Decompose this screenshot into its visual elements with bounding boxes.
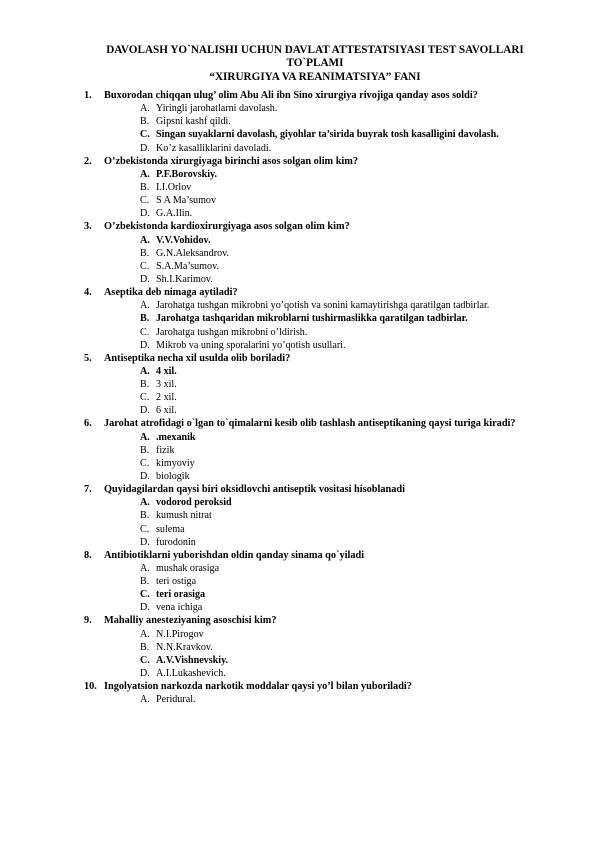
question-item bbox=[84, 549, 554, 615]
option-letter: A. bbox=[140, 300, 150, 312]
answer-option-correct bbox=[84, 654, 554, 667]
answer-option bbox=[84, 470, 554, 483]
question-text: Ingolyatsion narkozda narkotik moddalar qaysi yo’l bilan yuboriladi? bbox=[104, 681, 412, 693]
question-text: O’zbekistonda xirurgiyaga birinchi asos solgan olim kim? bbox=[104, 155, 359, 167]
option-letter: D. bbox=[140, 667, 150, 679]
question-number: 7. bbox=[84, 484, 92, 496]
question-list bbox=[84, 89, 554, 706]
option-text: A.I.Lukashevich. bbox=[156, 667, 226, 679]
answer-option bbox=[84, 575, 554, 588]
option-letter: D. bbox=[140, 208, 150, 220]
option-text: 2 xil. bbox=[156, 392, 177, 404]
answer-option bbox=[84, 641, 554, 654]
option-text: kumush nitrat bbox=[156, 510, 212, 522]
question-row bbox=[84, 417, 554, 430]
option-text: mushak orasiga bbox=[156, 563, 220, 574]
answer-option bbox=[84, 115, 554, 128]
answer-option bbox=[84, 509, 554, 522]
question-number: 10. bbox=[84, 681, 97, 693]
answer-option bbox=[84, 260, 554, 273]
option-letter: A. bbox=[140, 694, 150, 706]
option-letter: C. bbox=[140, 457, 150, 469]
question-item bbox=[84, 89, 554, 155]
option-letter: B. bbox=[140, 444, 150, 456]
question-item bbox=[84, 352, 554, 418]
option-text: V.V.Vohidov. bbox=[156, 234, 211, 246]
option-letter: A. bbox=[140, 365, 150, 377]
option-letter: A. bbox=[140, 628, 150, 640]
question-number: 1. bbox=[84, 90, 92, 101]
option-text: Jarohatga tashqaridan mikroblarni tushirmaslikka qaratilgan tadbirlar. bbox=[156, 313, 468, 325]
option-text: sulema bbox=[156, 523, 185, 535]
answer-option bbox=[84, 378, 554, 391]
option-letter: B. bbox=[140, 247, 150, 259]
question-row bbox=[84, 220, 554, 233]
answer-option-correct bbox=[84, 365, 554, 378]
option-text: S.A.Ma’sumov. bbox=[156, 260, 219, 272]
question-item bbox=[84, 286, 554, 352]
option-text: fizik bbox=[156, 444, 175, 456]
question-row bbox=[84, 352, 554, 365]
option-letter: C. bbox=[140, 589, 150, 601]
option-text: furodonin bbox=[156, 536, 196, 548]
answer-option bbox=[84, 444, 554, 457]
answer-option bbox=[84, 457, 554, 470]
question-row bbox=[84, 680, 554, 693]
option-letter: D. bbox=[140, 602, 150, 614]
answer-option bbox=[84, 562, 554, 575]
option-text: S A Ma’sumov bbox=[156, 195, 217, 207]
option-letter: B. bbox=[140, 313, 150, 325]
option-text: N.I.Pirogov bbox=[156, 628, 204, 640]
answer-option-correct bbox=[84, 496, 554, 509]
option-letter: C. bbox=[140, 523, 150, 535]
option-text: 4 xil. bbox=[156, 365, 177, 377]
option-text: P.F.Borovskiy. bbox=[156, 168, 218, 180]
question-text: Antibiotiklarni yuborishdan oldin qanday sinama qo`yiladi bbox=[104, 549, 365, 561]
answer-option bbox=[84, 391, 554, 404]
option-text: Jarohatga tushgan mikrobni yo’qotish va sonini kamaytirishga qaratilgan tadbirlar. bbox=[156, 300, 490, 312]
option-letter: A. bbox=[140, 103, 150, 115]
header-title-line-2: TO`PLAMI bbox=[286, 57, 344, 70]
header-title-line-1: DAVOLASH YO`NALISHI UCHUN DAVLAT ATTESTATSIYASI TEST SAVOLLARI bbox=[106, 44, 524, 56]
option-letter: C. bbox=[140, 195, 150, 207]
option-text: G.A.Ilin. bbox=[156, 208, 193, 220]
option-text: vena ichiga bbox=[156, 602, 203, 614]
question-item bbox=[84, 483, 554, 549]
question-row bbox=[84, 614, 554, 627]
question-text: Jarohat atrofidagi o`lgan to`qimalarni kesib olib tashlash antiseptikaning qaysi turiga kiradi? bbox=[104, 418, 516, 430]
option-text: kimyoviy bbox=[156, 457, 195, 469]
option-letter: B. bbox=[140, 116, 150, 128]
question-number: 5. bbox=[84, 352, 92, 364]
option-letter: D. bbox=[140, 405, 150, 417]
option-letter: D. bbox=[140, 536, 150, 548]
option-text: Mikrob va uning sporalarini yo’qotish usullari. bbox=[156, 339, 346, 351]
option-letter: D. bbox=[140, 470, 150, 482]
option-letter: B. bbox=[140, 576, 150, 588]
option-text: biologik bbox=[156, 470, 190, 482]
question-number: 6. bbox=[84, 418, 92, 430]
answer-option-correct bbox=[84, 588, 554, 601]
option-letter: D. bbox=[140, 339, 150, 351]
option-letter: C. bbox=[140, 392, 150, 404]
option-text: Yiringli jarohatlarni davolash. bbox=[156, 103, 278, 115]
question-item bbox=[84, 417, 554, 483]
answer-option bbox=[84, 326, 554, 339]
answer-option-correct bbox=[84, 234, 554, 247]
question-number: 2. bbox=[84, 155, 92, 167]
option-letter: C. bbox=[140, 129, 150, 141]
answer-option-correct bbox=[84, 128, 554, 141]
question-row bbox=[84, 549, 554, 562]
option-text: Jarohatga tushgan mikrobni o’ldirish. bbox=[156, 326, 308, 338]
answer-option bbox=[84, 523, 554, 536]
question-text: Buxorodan chiqqan ulug’ olim Abu Ali ibn Sino xirurgiya rivojiga qanday asos soldi? bbox=[104, 90, 478, 101]
answer-option-correct bbox=[84, 431, 554, 444]
answer-option bbox=[84, 299, 554, 312]
option-letter: B. bbox=[140, 182, 150, 194]
question-item bbox=[84, 614, 554, 680]
option-text: .mexanik bbox=[156, 431, 196, 443]
question-item bbox=[84, 155, 554, 221]
option-text: Ko’z kasalliklarini davoladi. bbox=[156, 142, 272, 154]
question-text: O’zbekistonda kardioxirurgiyaga asos solgan olim kim? bbox=[104, 221, 350, 233]
option-letter: B. bbox=[140, 379, 150, 391]
question-row bbox=[84, 483, 554, 496]
header-subject-title: “XIRURGIYA VA REANIMATSIYA” FANI bbox=[209, 70, 421, 83]
option-text: teri ostiga bbox=[156, 576, 197, 588]
option-text: I.I.Orlov bbox=[156, 182, 192, 194]
answer-option bbox=[84, 247, 554, 260]
answer-option bbox=[84, 102, 554, 115]
question-row bbox=[84, 89, 554, 102]
answer-option bbox=[84, 404, 554, 417]
question-number: 8. bbox=[84, 549, 92, 561]
answer-option-correct bbox=[84, 168, 554, 181]
option-text: Sh.I.Karimov. bbox=[156, 273, 213, 285]
answer-option-correct bbox=[84, 312, 554, 325]
question-item bbox=[84, 220, 554, 286]
option-text: A.V.Vishnevskiy. bbox=[156, 654, 229, 666]
option-letter: C. bbox=[140, 260, 150, 272]
question-text: Aseptika deb nimaga aytiladi? bbox=[104, 287, 238, 299]
answer-option bbox=[84, 273, 554, 286]
option-letter: A. bbox=[140, 563, 150, 574]
question-row bbox=[84, 155, 554, 168]
question-row bbox=[84, 286, 554, 299]
option-letter: D. bbox=[140, 273, 150, 285]
question-number: 4. bbox=[84, 287, 92, 299]
option-text: N.N.Kravkov. bbox=[156, 641, 213, 653]
question-text: Quyidagilardan qaysi biri oksidlovchi antiseptik vositasi hisoblanadi bbox=[104, 484, 405, 496]
option-letter: A. bbox=[140, 168, 150, 180]
option-letter: D. bbox=[140, 142, 150, 154]
answer-option bbox=[84, 693, 554, 706]
answer-option bbox=[84, 628, 554, 641]
option-text: Gipsni kashf qildi. bbox=[156, 116, 231, 128]
answer-option bbox=[84, 536, 554, 549]
answer-option bbox=[84, 339, 554, 352]
option-text: 3 xil. bbox=[156, 379, 177, 391]
answer-option bbox=[84, 142, 554, 155]
option-letter: C. bbox=[140, 326, 150, 338]
option-letter: A. bbox=[140, 497, 150, 509]
question-text: Mahalliy anesteziyaning asoschisi kim? bbox=[104, 615, 277, 627]
option-text: G.N.Aleksandrov. bbox=[156, 247, 230, 259]
option-text: Peridural. bbox=[156, 694, 196, 706]
answer-option bbox=[84, 181, 554, 194]
option-letter: C. bbox=[140, 654, 150, 666]
option-text: Singan suyaklarni davolash, giyohlar ta’sirida buyrak tosh kasalligini davolash. bbox=[156, 129, 499, 141]
option-letter: A. bbox=[140, 234, 150, 246]
question-text: Antiseptika necha xil usulda olib boriladi? bbox=[104, 352, 291, 364]
answer-option bbox=[84, 207, 554, 220]
option-text: 6 xil. bbox=[156, 405, 177, 417]
question-number: 9. bbox=[84, 615, 92, 627]
option-text: teri orasiga bbox=[156, 589, 206, 601]
option-text: vodorod peroksid bbox=[156, 497, 232, 509]
question-number: 3. bbox=[84, 221, 92, 233]
answer-option bbox=[84, 667, 554, 680]
answer-option bbox=[84, 601, 554, 614]
answer-option bbox=[84, 194, 554, 207]
document-header bbox=[80, 44, 550, 84]
option-letter: A. bbox=[140, 431, 150, 443]
question-item bbox=[84, 680, 554, 706]
option-letter: B. bbox=[140, 641, 150, 653]
option-letter: B. bbox=[140, 510, 150, 522]
